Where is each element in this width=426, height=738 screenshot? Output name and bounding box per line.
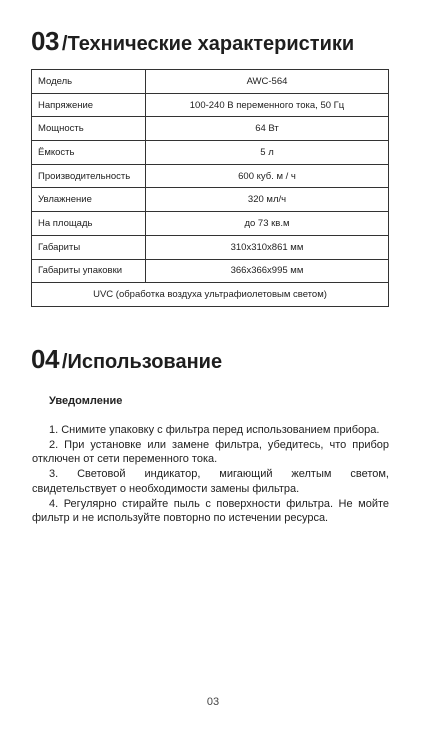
table-footer-row [32,283,389,307]
spec-value: 366x366x995 мм [146,259,389,283]
spec-label: Производительность [32,164,146,188]
spec-section-title [31,26,354,57]
table-row [32,117,389,141]
notice-heading: Уведомление [49,395,123,407]
spec-table [31,69,389,307]
table-row [32,212,389,236]
table-row [32,259,389,283]
spec-section-heading: /Технические характеристики [61,33,355,55]
spec-value: 310x310x861 мм [146,235,389,259]
notice-item: 2. При установке или замене фильтра, убедитесь, что прибор отключен от сети переменного тока. [32,438,389,466]
spec-label: Модель [32,70,146,94]
notice-item: 1. Снимите упаковку с фильтра перед использованием прибора. [49,424,380,436]
usage-section-title [31,344,222,375]
table-row [32,141,389,165]
table-row [32,164,389,188]
spec-label: Напряжение [32,93,146,117]
spec-value: 600 куб. м / ч [146,164,389,188]
table-row [32,93,389,117]
spec-value: 64 Вт [146,117,389,141]
spec-label: Габариты упаковки [32,259,146,283]
page-number: 03 [206,696,220,708]
table-row [32,188,389,212]
usage-section-heading: /Использование [61,351,223,373]
spec-label: Мощность [32,117,146,141]
spec-value: 5 л [146,141,389,165]
notice-item: 4. Регулярно стирайте пыль с поверхности фильтра. Не мойте фильтр и не используйте повторно по истечении ресурса. [32,497,389,525]
uvc-feature: UVC (обработка воздуха ультрафиолетовым светом) [32,283,389,307]
notice-item: 3. Световой индикатор, мигающий желтым светом, свидетельствует о необходимости замены фильтра. [32,468,389,495]
spec-value: до 73 кв.м [146,212,389,236]
spec-label: Габариты [32,235,146,259]
spec-value: 100-240 В переменного тока, 50 Гц [146,93,389,117]
spec-label: Ёмкость [32,141,146,165]
spec-label: На площадь [32,212,146,236]
table-row [32,235,389,259]
notice-list [32,423,389,526]
spec-label: Увлажнение [32,188,146,212]
table-row [32,70,389,94]
spec-value: 320 мл/ч [146,188,389,212]
spec-value: AWC-564 [146,70,389,94]
usage-section-number: 04 [31,344,59,374]
spec-section-number: 03 [31,26,59,56]
